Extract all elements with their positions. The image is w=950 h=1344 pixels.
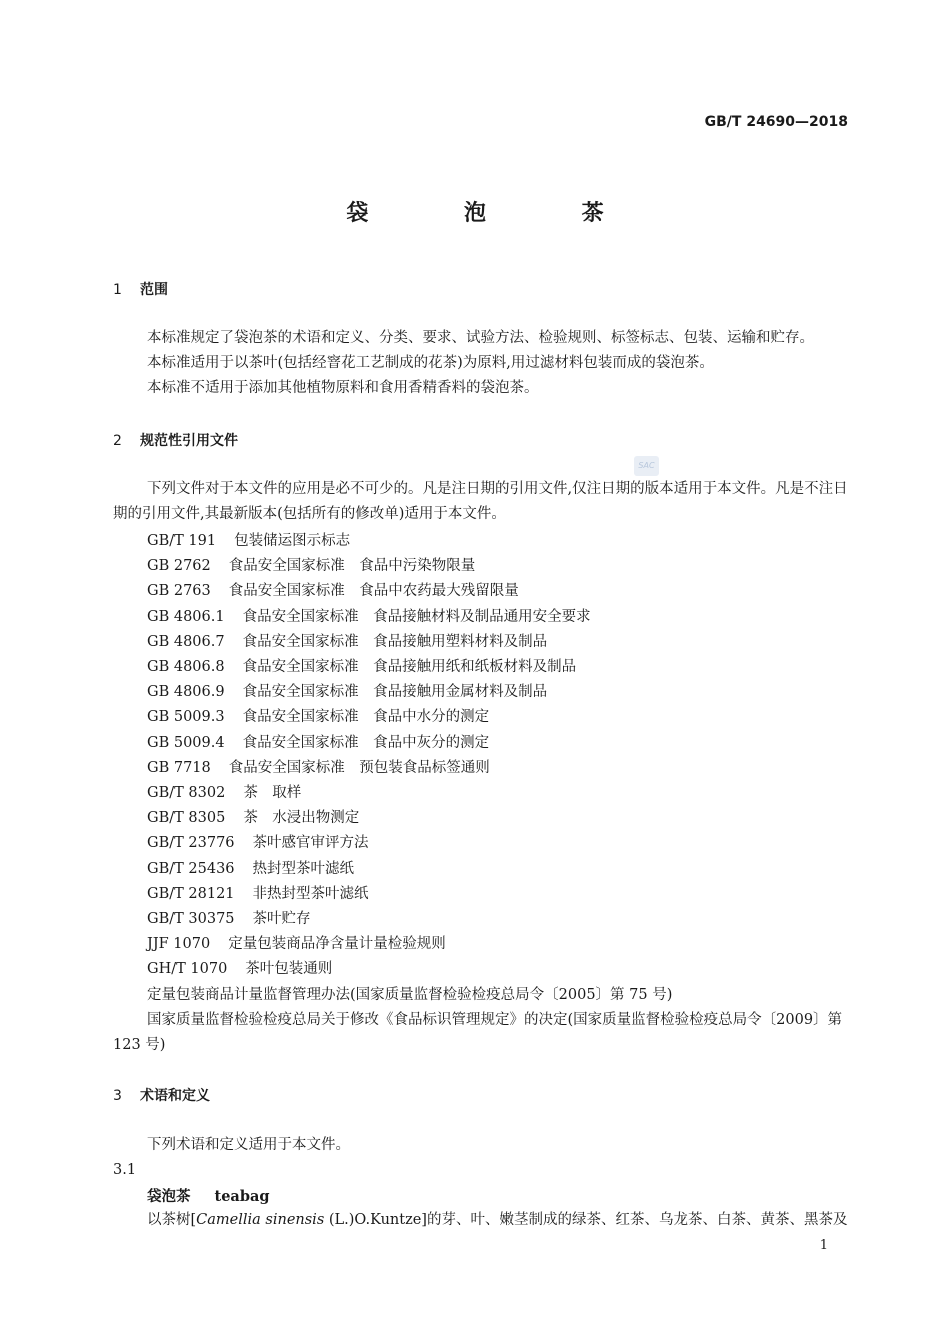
reference-item	[147, 882, 369, 907]
reference-title: 食品安全国家标准 食品中农药最大残留限量	[228, 583, 519, 600]
section-title: 范围	[140, 282, 168, 298]
reference-code: GB 5009.4	[147, 734, 225, 751]
reference-code: GB/T 191	[147, 533, 217, 549]
reference-title: 食品安全国家标准 食品中水分的测定	[242, 709, 490, 726]
paragraph: 本标准适用于以茶叶(包括经窨花工艺制成的花茶)为原料,用过滤材料包装而成的袋泡茶。	[147, 355, 714, 371]
reference-title: 茶 水浸出物测定	[243, 810, 360, 827]
reference-item	[147, 680, 547, 705]
reference-title: 茶叶包装通则	[245, 961, 333, 978]
reference-title: 热封型茶叶滤纸	[252, 860, 355, 877]
reference-title: 非热封型茶叶滤纸	[252, 885, 369, 902]
definition-text: 以茶树[	[147, 1212, 197, 1228]
reference-code: GB 7718	[147, 759, 211, 776]
section-title: 规范性引用文件	[140, 433, 238, 449]
section-number: 1	[113, 282, 122, 298]
reference-item: 定量包装商品计量监督管理办法(国家质量监督检验检疫总局令〔2005〕第 75 号)	[147, 987, 673, 1003]
reference-item	[147, 731, 489, 756]
reference-item	[147, 605, 591, 630]
reference-code: GB/T 23776	[147, 835, 235, 852]
latin-name: Camellia sinensis	[196, 1212, 325, 1228]
section-number: 3	[113, 1088, 122, 1104]
section-title: 术语和定义	[140, 1088, 210, 1104]
paragraph: 本标准规定了袋泡茶的术语和定义、分类、要求、试验方法、检验规则、标签标志、包装、运输和贮存。	[147, 330, 814, 346]
reference-code: GB 5009.3	[147, 709, 225, 726]
reference-title: 茶 取样	[243, 785, 302, 801]
reference-code: GB 2762	[147, 558, 211, 575]
reference-code: GB 4806.7	[147, 633, 225, 650]
reference-item	[147, 831, 369, 856]
reference-item	[147, 756, 490, 781]
reference-title: 食品安全国家标准 食品接触用塑料材料及制品	[242, 633, 548, 650]
reference-item: 国家质量监督检验检疫总局关于修改《食品标识管理规定》的决定(国家质量监督检验检疫总局令〔2009〕第 123 号)	[113, 1012, 843, 1053]
reference-item	[147, 781, 301, 806]
reference-title: 茶叶贮存	[252, 911, 311, 927]
reference-title: 食品安全国家标准 食品接触用纸和纸板材料及制品	[242, 659, 577, 675]
reference-code: GB 4806.1	[147, 608, 225, 625]
reference-title: 食品安全国家标准 食品中灰分的测定	[242, 734, 490, 751]
reference-code: GB 4806.8	[147, 659, 225, 675]
section-1-heading	[113, 279, 168, 299]
reference-code: GB 4806.9	[147, 684, 225, 701]
reference-code: GB/T 30375	[147, 911, 235, 927]
reference-item	[147, 705, 489, 730]
reference-code: JJF 1070	[147, 936, 211, 953]
reference-item	[147, 857, 354, 882]
reference-title: 食品安全国家标准 食品接触材料及制品通用安全要求	[242, 608, 591, 625]
reference-code: GB 2763	[147, 583, 211, 600]
page-number: 1	[819, 1238, 828, 1253]
reference-title: 包装储运图示标志	[234, 533, 351, 549]
section-number: 2	[113, 433, 122, 449]
reference-title: 食品安全国家标准 食品中污染物限量	[228, 558, 476, 575]
reference-code: GB/T 8305	[147, 810, 226, 827]
reference-code: GB/T 25436	[147, 860, 235, 877]
definition-text: (L.)O.Kuntze]的芽、叶、嫩茎制成的绿茶、红茶、乌龙茶、白茶、黄茶、黑茶及	[324, 1212, 848, 1228]
term-chinese: 袋泡茶	[147, 1189, 191, 1205]
term-english: teabag	[214, 1188, 270, 1205]
reference-item	[147, 529, 350, 554]
reference-item	[147, 932, 446, 957]
section-2-heading	[113, 430, 238, 450]
standard-code: GB/T 24690—2018	[704, 114, 848, 130]
reference-title: 定量包装商品净含量计量检验规则	[228, 936, 446, 953]
reference-item	[147, 907, 311, 932]
sac-watermark-logo: SAC	[634, 456, 659, 476]
reference-item	[147, 554, 475, 579]
reference-code: GB/T 28121	[147, 885, 235, 902]
reference-title: 食品安全国家标准 预包装食品标签通则	[228, 759, 490, 776]
reference-code: GH/T 1070	[147, 961, 228, 978]
reference-title: 食品安全国家标准 食品接触用金属材料及制品	[242, 684, 548, 701]
reference-item	[147, 655, 576, 680]
section-3-heading	[113, 1085, 210, 1105]
paragraph: 下列文件对于本文件的应用是必不可少的。凡是注日期的引用文件,仅注日期的版本适用于本文件。凡是不注日期的引用文件,其最新版本(包括所有的修改单)适用于本文件。	[113, 481, 848, 522]
reference-item	[147, 579, 519, 604]
reference-item	[147, 957, 332, 982]
reference-item	[147, 806, 359, 831]
term-number: 3.1	[113, 1162, 137, 1178]
term-definition	[147, 1208, 847, 1233]
reference-title: 茶叶感官审评方法	[252, 835, 369, 852]
paragraph: 本标准不适用于添加其他植物原料和食用香精香料的袋泡茶。	[147, 380, 539, 396]
reference-item	[147, 630, 547, 655]
document-title: 袋 泡 茶	[346, 201, 648, 226]
paragraph: 下列术语和定义适用于本文件。	[147, 1137, 350, 1153]
reference-code: GB/T 8302	[147, 785, 226, 801]
term-entry	[147, 1185, 270, 1206]
